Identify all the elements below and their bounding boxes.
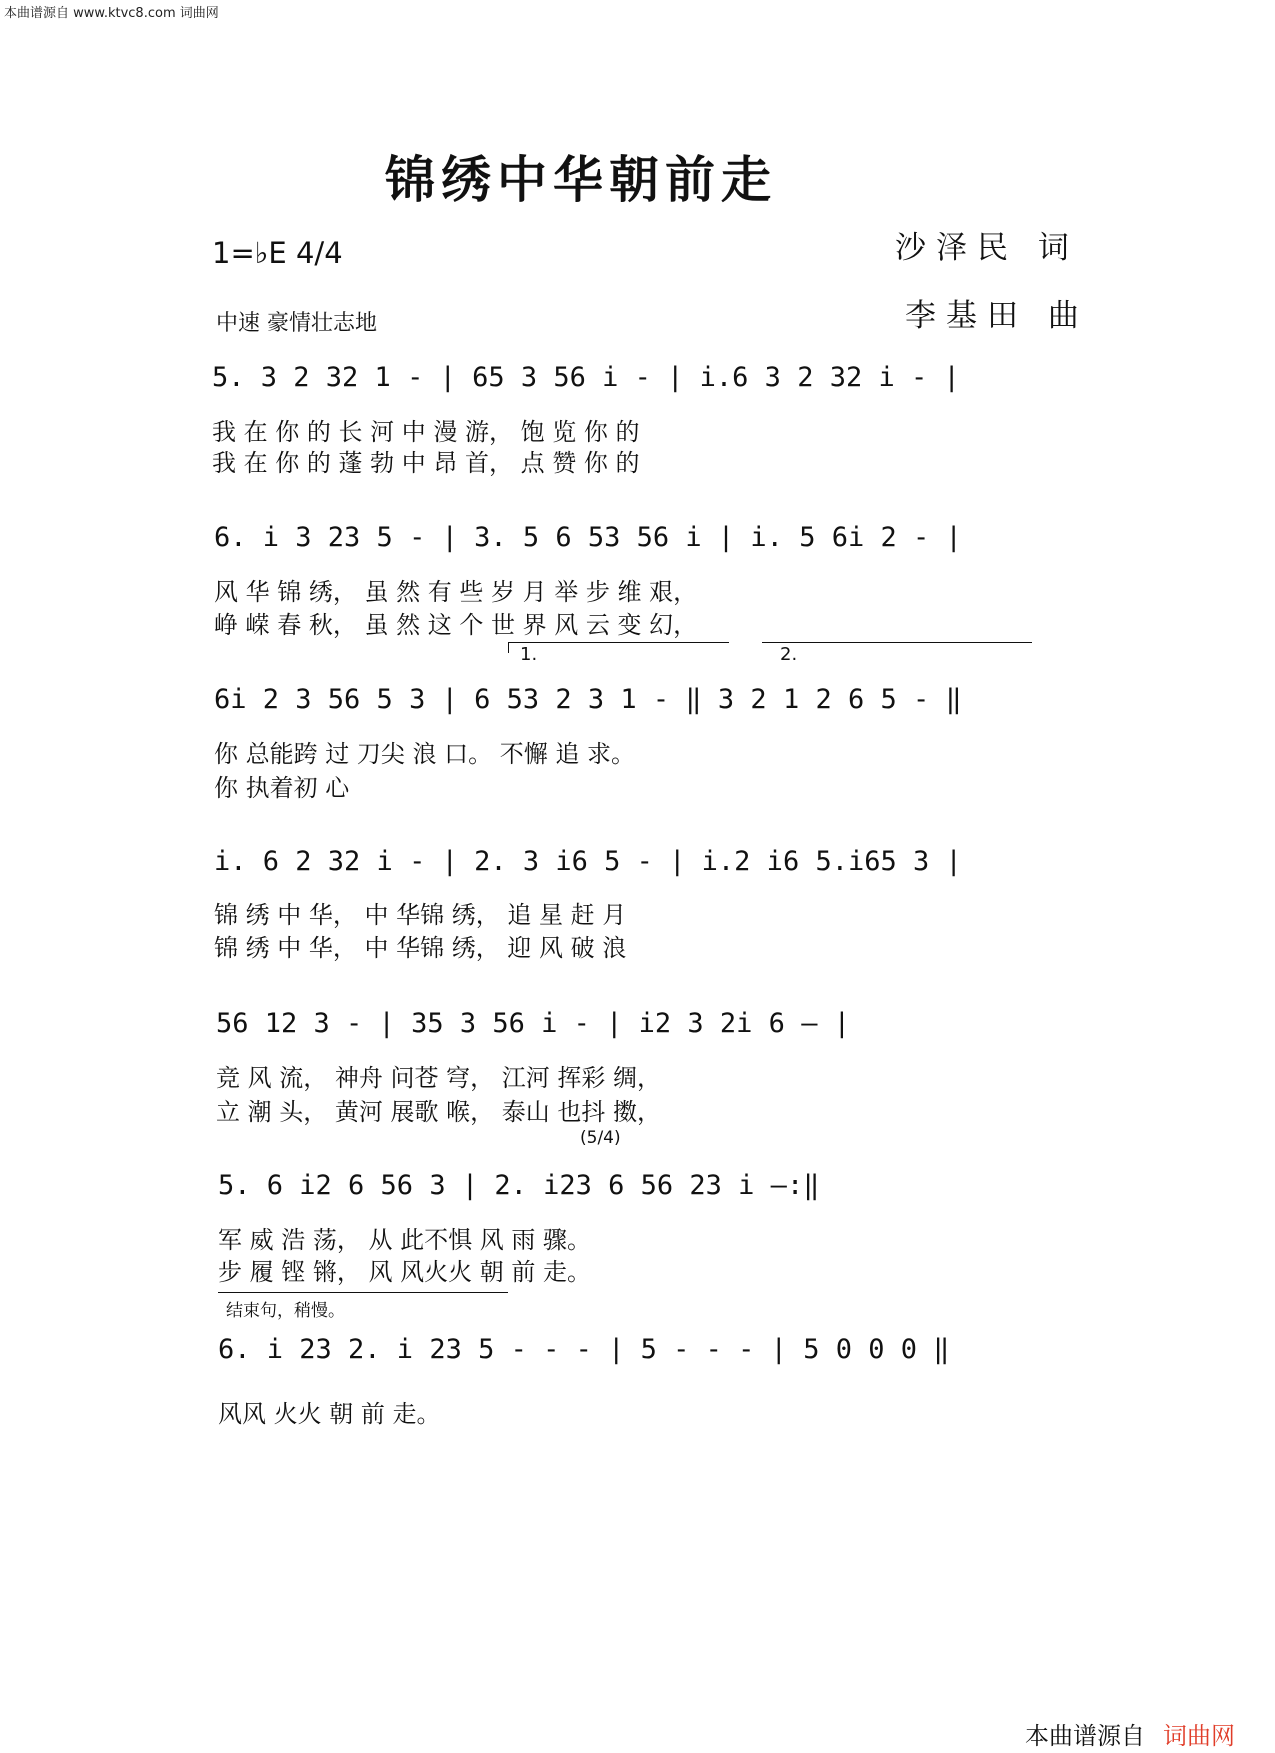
score-system-5-lyrics-verse-1: 竞 风 流， 神舟 问苍 穹， 江河 挥彩 绸， [216, 1064, 662, 1092]
score-system-4-lyrics-verse-2: 锦 绣 中 华， 中 华锦 绣， 迎 风 破 浪 [214, 934, 627, 962]
composer-credit: 李基田 曲 [905, 298, 1089, 334]
score-system-6-lyrics-verse-1: 军 威 浩 荡， 从 此不惧 风 雨 骤。 [218, 1226, 592, 1254]
lyricist-credit: 沙泽民 词 [895, 230, 1079, 266]
source-watermark-brand: 词曲网 [1163, 1722, 1235, 1750]
score-system-3-lyrics-verse-1: 你 总能跨 过 刀尖 浪 口。 不懈 追 求。 [214, 740, 636, 768]
source-watermark-text: 本曲谱源自 [1025, 1722, 1145, 1750]
volta-bracket-2 [762, 642, 1032, 653]
tempo-marking: 中速 豪情壮志地 [216, 311, 377, 336]
volta-bracket-1 [508, 642, 729, 653]
score-system-7-notes: 6. i 23 2. i 23 5 - - - | 5 - - - | 5 0 0 0 ‖ [218, 1334, 950, 1365]
score-system-1-notes: 5. 3 2 32 1 - | 65 3 56 i - | i.6 3 2 32 i - | [212, 362, 960, 393]
meter-change-marking: (5/4) [580, 1128, 621, 1148]
score-system-7-lyrics: 风风 火火 朝 前 走。 [218, 1400, 441, 1428]
score-system-4-notes: i. 6 2 32 i - | 2. 3 i6 5 - | i.2 i6 5.i65 3 | [214, 846, 962, 877]
coda-instruction: 结束句，稍慢。 [226, 1301, 345, 1321]
score-system-4-lyrics-verse-1: 锦 绣 中 华， 中 华锦 绣， 追 星 赶 月 [214, 901, 627, 929]
score-system-2-notes: 6. i 3 23 5 - | 3. 5 6 53 56 i | i. 5 6i 2 - | [214, 522, 962, 553]
volta-label-2: 2. [780, 644, 798, 665]
score-system-6-lyrics-verse-2: 步 履 铿 锵， 风 风火火 朝 前 走。 [218, 1258, 592, 1286]
score-system-2-lyrics-verse-2: 峥 嵘 春 秋， 虽 然 这 个 世 界 风 云 变 幻， [214, 611, 698, 639]
score-system-1-lyrics-verse-1: 我 在 你 的 长 河 中 漫 游， 饱 览 你 的 [212, 418, 640, 446]
key-signature: 1=♭E 4/4 [212, 236, 343, 270]
score-system-5-notes: 56 12 3 - | 35 3 56 i - | i2 3 2i 6 — | [216, 1008, 850, 1039]
coda-divider-line [218, 1292, 508, 1293]
score-system-2-lyrics-verse-1: 风 华 锦 绣， 虽 然 有 些 岁 月 举 步 维 艰， [214, 578, 698, 606]
score-system-6-notes: 5. 6 i2 6 56 3 | 2. i23 6 56 23 i —:‖ [218, 1170, 820, 1201]
score-system-1-lyrics-verse-2: 我 在 你 的 蓬 勃 中 昂 首， 点 赞 你 的 [212, 449, 640, 477]
score-system-3-notes: 6i 2 3 56 5 3 | 6 53 2 3 1 - ‖ 3 2 1 2 6 5 - ‖ [214, 684, 962, 715]
source-watermark-top: 本曲谱源自 www.ktvc8.com 词曲网 [4, 6, 219, 21]
score-title: 锦绣中华朝前走 [385, 151, 777, 209]
volta-label-1: 1. [520, 644, 538, 665]
score-system-5-lyrics-verse-2: 立 潮 头， 黄河 展歌 喉， 泰山 也抖 擞， [216, 1098, 662, 1126]
source-watermark-bottom [1025, 1716, 1235, 1751]
score-system-3-lyrics-verse-2: 你 执着初 心 [214, 774, 350, 802]
